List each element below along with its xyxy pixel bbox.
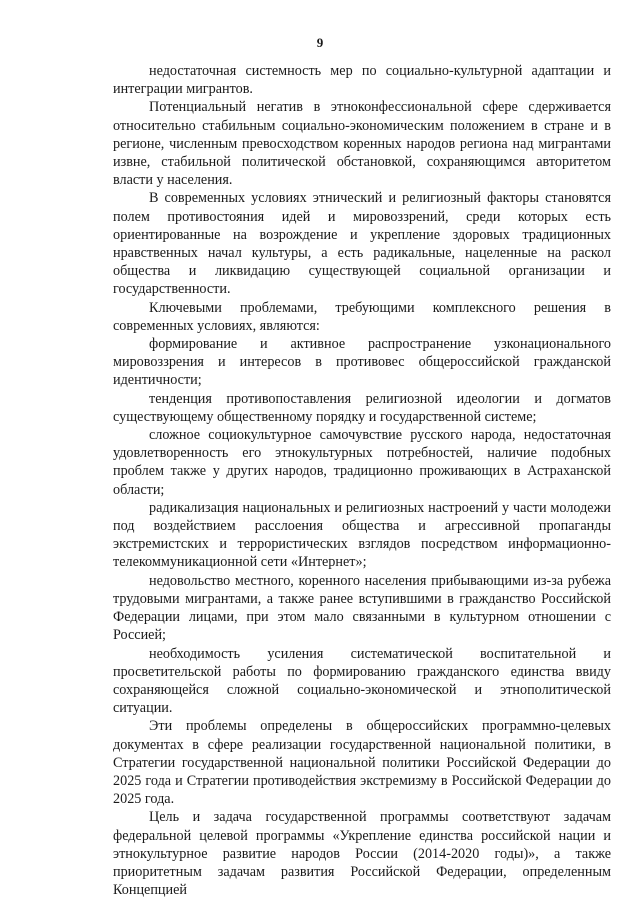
list-item: сложное социокультурное самочувствие русского народа, недостаточная удовлетворенность его этнокультурных потребностей, наличие подобных проблем также у других народов, традиционно проживающих в Астраханской области; — [113, 427, 611, 498]
list-item: радикализация национальных и религиозных настроений у части молодежи под воздействием расслоения общества и агрессивной пропаганды экстремистских и террористических взглядов посредством информационно-телекоммуникационной сети «Интернет»; — [113, 499, 611, 571]
list-item: недовольство местного, коренного населения прибывающими из-за рубежа трудовыми мигрантами, а также ранее вступившими в гражданство Российской Федерации лицами, при этом мало связанными в культурном отношении с Россией; — [113, 572, 611, 644]
list-item: тенденция противопоставления религиозной идеологии и догматов существующему общественному порядку и государственной системе; — [113, 390, 611, 425]
page-number: 9 — [316, 35, 324, 50]
paragraph: В современных условиях этнический и религиозный факторы становятся полем противостояния идей и мировоззрений, среди которых есть ориентированные на возрождение и укрепление здоровых традиционных нравственных начал культуры, а есть радикальные, нацеленные на раскол общества и ликвидацию существующей социальной организации и государственности. — [113, 190, 611, 298]
body-text — [113, 62, 611, 899]
list-item: формирование и активное распространение узконационального мировоззрения и интересов в противовес общероссийской гражданской идентичности; — [113, 336, 611, 389]
paragraph: недостаточная системность мер по социально-культурной адаптации и интеграции мигрантов. — [113, 63, 611, 98]
paragraph: Потенциальный негатив в этноконфессиональной сфере сдерживается относительно стабильным социально-экономическим положением в стране и в регионе, численным превосходством коренных народов региона над мигрантами извне, стабильной политической обстановкой, сохраняющимся авторитетом власти у населения. — [113, 99, 611, 189]
list-item: необходимость усиления систематической воспитательной и просветительской работы по формированию гражданского единства ввиду сохраняющейся сложной социально-экономической и этнополитической ситуации. — [113, 645, 611, 717]
paragraph: Ключевыми проблемами, требующими комплексного решения в современных условиях, являются: — [113, 299, 611, 334]
paragraph: Эти проблемы определены в общероссийских программно-целевых документах в сфере реализации государственной национальной политики, в Стратегии государственной национальной политики Российской Федерации до 2025 года и Стратегии противодействия экстремизму в Российской Федерации до 2025 года. — [113, 718, 611, 808]
paragraph: Цель и задача государственной программы соответствуют задачам федеральной целевой программы «Укрепление единства российской нации и этнокультурное развитие народов России (2014-2020 годы)», а также приоритетным задачам развития Российской Федерации, определенным Концепцией — [113, 809, 611, 899]
